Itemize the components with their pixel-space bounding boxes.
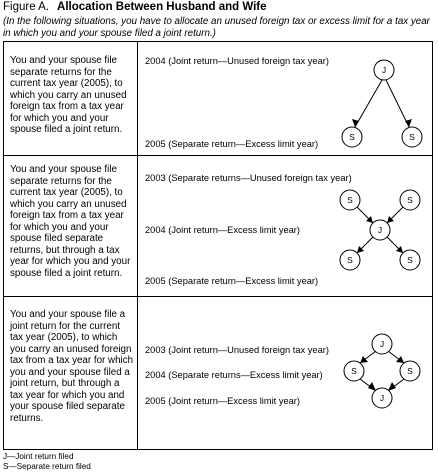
- svg-text:S: S: [407, 195, 413, 205]
- situation-text-3: You and your spouse file a joint return for the current tax year (2005), to which you carry an unused foreign tax from a tax year for which you and your spouse filed a joint return, but through a tax year for which you and your spouse filed separate returns.: [10, 309, 134, 424]
- year-label-3-2: 2004 (Separate returns—Excess limit year): [145, 370, 323, 380]
- situation-text-2: You and your spouse file separate returns for the current tax year (2005), to which you carry an unused foreign tax from a tax year for which you and your spouse filed separate returns, but through a tax year for which you and your spouse filed a joint return.: [10, 164, 131, 279]
- year-label-1-2: 2005 (Separate return—Excess limit year): [145, 139, 319, 149]
- separate-node: [344, 361, 364, 381]
- svg-text:S: S: [349, 132, 355, 142]
- separate-node: [340, 250, 360, 270]
- carryover-diagram-1: [334, 56, 424, 151]
- row-divider-1: [4, 155, 432, 156]
- svg-text:S: S: [407, 366, 413, 376]
- year-label-2-1: 2003 (Separate returns—Unused foreign tax year): [145, 173, 352, 183]
- svg-text:J: J: [377, 225, 383, 235]
- svg-text:S: S: [407, 255, 413, 265]
- row-divider-2: [4, 296, 432, 297]
- year-label-2-2: 2004 (Joint return—Excess limit year): [145, 225, 301, 235]
- legend: [3, 452, 91, 471]
- separate-node: [340, 190, 360, 210]
- svg-text:J: J: [381, 65, 387, 75]
- year-label-2-3: 2005 (Separate return—Excess limit year): [145, 276, 319, 286]
- svg-text:S: S: [347, 195, 353, 205]
- figure-label: Figure A.: [3, 1, 50, 13]
- svg-text:J: J: [379, 393, 385, 403]
- svg-text:S: S: [347, 255, 353, 265]
- column-divider: [137, 42, 138, 449]
- separate-node: [400, 361, 420, 381]
- figure-title: [3, 1, 267, 13]
- year-label-3-1: 2003 (Joint return—Unused foreign tax year): [145, 345, 329, 355]
- carryover-diagram-2: [336, 186, 436, 272]
- separate-node: [342, 127, 362, 147]
- joint-node: [372, 334, 392, 354]
- legend-joint: J—Joint return filed: [3, 452, 74, 461]
- allocation-table: [3, 41, 433, 450]
- year-label-3-3: 2005 (Joint return—Excess limit year): [145, 396, 301, 406]
- svg-text:J: J: [379, 339, 385, 349]
- joint-node: [374, 60, 394, 80]
- joint-node: [370, 220, 390, 240]
- joint-node: [372, 388, 392, 408]
- figure-subtitle: (In the following situations, you have to allocate an unused foreign tax or excess limit for a tax year in which you and your spouse filed a joint return.): [3, 16, 430, 39]
- legend-separate: S—Separate return filed: [3, 461, 91, 471]
- separate-node: [400, 250, 420, 270]
- carryover-diagram-3: [342, 332, 432, 414]
- separate-node: [402, 127, 422, 147]
- svg-text:S: S: [409, 132, 415, 142]
- separate-node: [400, 190, 420, 210]
- situation-text-1: You and your spouse file separate returns for the current tax year (2005), to which you carry an unused foreign tax from a tax year for which you and your spouse filed a joint return.: [10, 55, 127, 135]
- figure-heading: Allocation Between Husband and Wife: [57, 1, 267, 13]
- svg-text:S: S: [351, 366, 357, 376]
- year-label-1-1: 2004 (Joint return—Unused foreign tax year): [145, 56, 329, 66]
